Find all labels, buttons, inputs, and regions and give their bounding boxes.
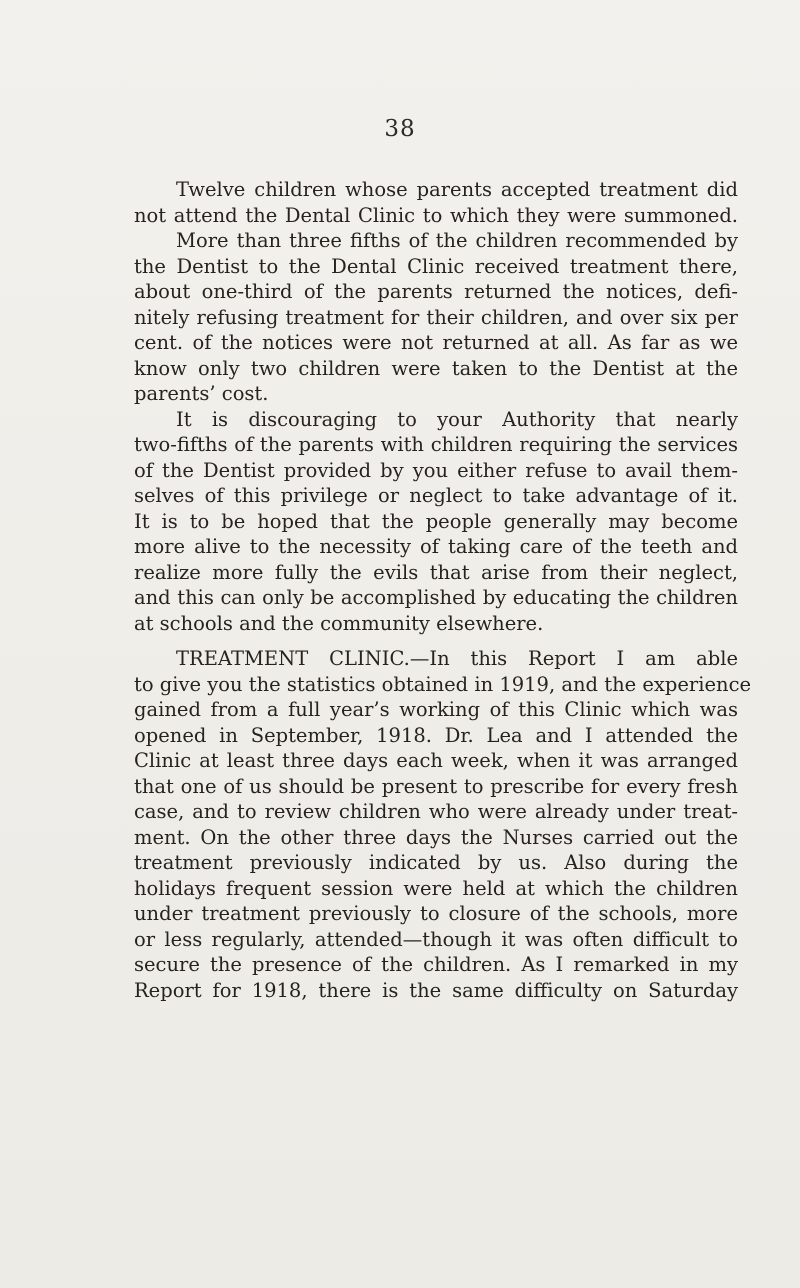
text-line: secure the presence of the children. As I remarked in my (134, 953, 738, 976)
text-line: about one-third of the parents returned the notices, defi- (134, 280, 738, 303)
text-line: at schools and the community elsewhere. (134, 611, 544, 635)
text-line: More than three fifths of the children recommended by (176, 229, 738, 252)
text-line: Report for 1918, there is the same difficulty on Saturday (134, 978, 738, 1002)
text-line: case, and to review children who were already under treat- (134, 800, 738, 823)
text-line: realize more fully the evils that arise from their neglect, (134, 560, 738, 584)
section-heading-line: TREATMENT CLINIC.—In this Report I am able (176, 647, 738, 670)
text-line: cent. of the notices were not returned at all. As far as we (134, 331, 738, 354)
text-line: treatment previously indicated by us. Also during the (134, 851, 738, 874)
text-line: Clinic at least three days each week, when it was arranged (134, 749, 738, 772)
text-line: and this can only be accomplished by educating the children (134, 586, 738, 609)
text-line: Twelve children whose parents accepted treatment did (176, 178, 738, 201)
text-line: ment. On the other three days the Nurses carried out the (134, 825, 738, 849)
text-line: or less regularly, attended—though it was often difficult to (134, 927, 738, 951)
text-line: selves of this privilege or neglect to take advantage of it. (134, 484, 738, 507)
text-line: parents’ cost. (134, 382, 269, 405)
text-line: gained from a full year’s working of this Clinic which was (134, 698, 738, 721)
text-line: two-fifths of the parents with children requiring the services (134, 433, 738, 456)
text-line: holidays frequent session were held at which the children (134, 876, 738, 900)
text-line: know only two children were taken to the Dentist at the (134, 356, 738, 380)
text-line: opened in September, 1918. Dr. Lea and I attended the (134, 723, 738, 747)
text-line: It is to be hoped that the people generally may become (134, 509, 738, 533)
page-number: 38 (384, 116, 416, 142)
text-line: It is discouraging to your Authority that nearly (176, 407, 738, 431)
text-line: of the Dentist provided by you either refuse to avail them- (134, 458, 738, 482)
text-line: nitely refusing treatment for their children, and over six per (134, 305, 738, 329)
text-line: that one of us should be present to prescribe for every fresh (134, 774, 738, 798)
text-line: not attend the Dental Clinic to which they were summoned. (134, 203, 738, 227)
text-line: to give you the statistics obtained in 1919, and the experience (134, 672, 752, 696)
text-line: under treatment previously to closure of the schools, more (134, 902, 738, 925)
text-line: the Dentist to the Dental Clinic received treatment there, (134, 254, 738, 278)
text-line: more alive to the necessity of taking care of the teeth and (134, 535, 738, 558)
